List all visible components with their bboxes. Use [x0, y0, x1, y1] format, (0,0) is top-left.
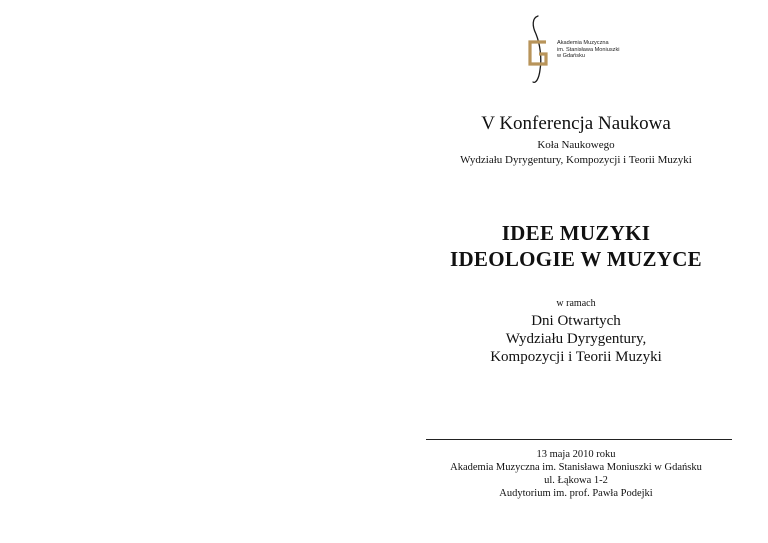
main-title-line-2: IDEOLOGIE W MUZYCE	[449, 247, 702, 271]
event-room: Audytorium im. prof. Pawła Podejki	[499, 488, 653, 499]
conference-subtitle: Koła Naukowego	[537, 139, 615, 151]
event-within: w ramach	[556, 298, 596, 309]
logo-line: w Gdańsku	[557, 53, 585, 60]
event-date: 13 maja 2010 roku	[536, 449, 616, 460]
academy-logo-text	[557, 40, 620, 60]
logo-line: Akademia Muzyczna	[557, 40, 609, 46]
divider-rule	[426, 439, 732, 440]
event-venue: Akademia Muzyczna im. Stanisława Moniuszki w Gdańsku	[450, 462, 702, 473]
academy-logo	[524, 14, 664, 86]
event-line-2: Wydziału Dyrygentury,	[505, 331, 647, 347]
cover-panel	[384, 0, 768, 543]
event-line-3: Kompozycji i Teorii Muzyki	[490, 349, 662, 365]
conference-title: V Konferencja Naukowa	[481, 113, 671, 134]
conference-faculty: Wydziału Dyrygentury, Kompozycji i Teorii Muzyki	[460, 154, 692, 166]
event-address: ul. Łąkowa 1-2	[544, 475, 608, 486]
main-title-line-1: IDEE MUZYKI	[501, 221, 651, 245]
event-line-1: Dni Otwartych	[531, 313, 621, 329]
logo-line: im. Stanisława Moniuszki	[557, 46, 620, 53]
